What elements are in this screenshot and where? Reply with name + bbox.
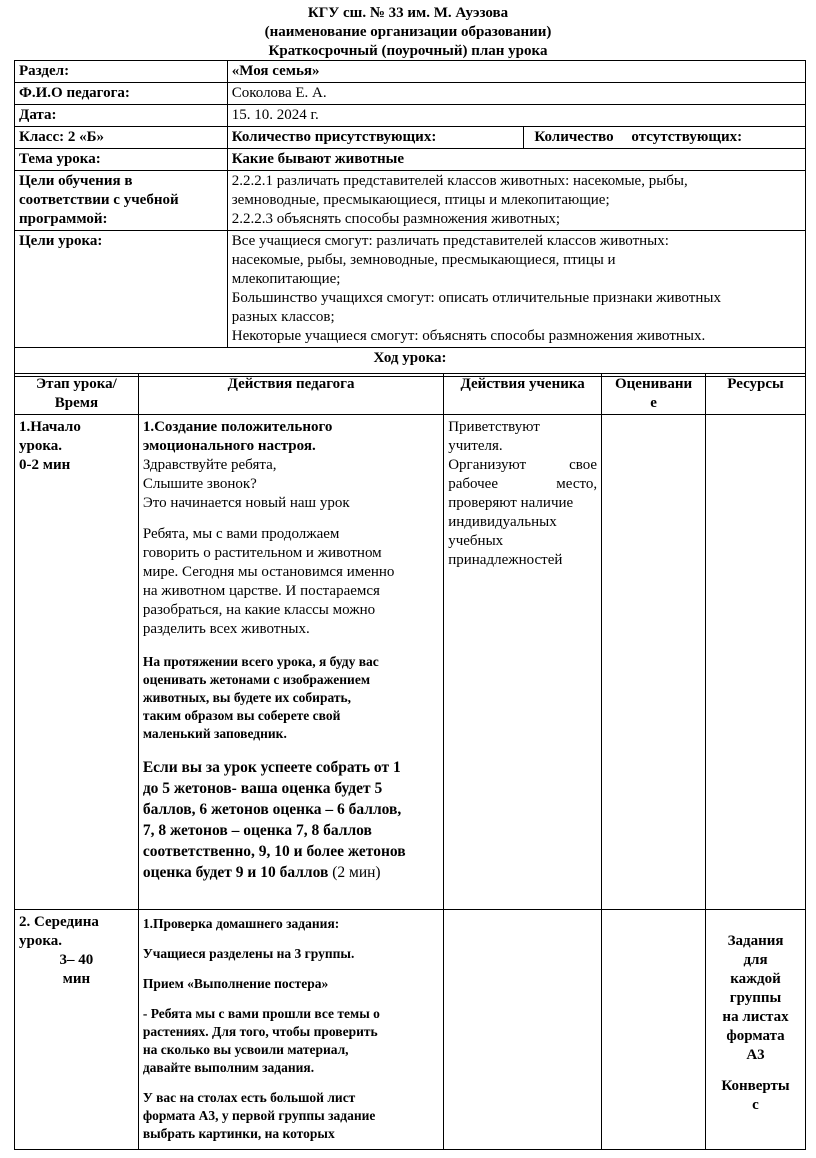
- text-line: выбрать картинки, на которых: [142, 1126, 335, 1141]
- text-line: маленький заповедник.: [142, 726, 287, 741]
- col-assessment-header: [602, 374, 706, 415]
- text-line: Этап урока/: [35, 376, 117, 392]
- text-line: Большинство учащихся смогут: описать отличительные признаки животных: [231, 290, 721, 306]
- text-line: разделить всех животных.: [142, 621, 310, 637]
- text-line: Прием «Выполнение постера»: [142, 976, 329, 991]
- course-title: Ход урока:: [15, 348, 806, 377]
- text-line: насекомые, рыбы, земноводные, пресмыкающиеся, птицы и: [231, 252, 616, 268]
- text-line: Это начинается новый наш урок: [142, 495, 350, 511]
- text-line: Учащиеся разделены на 3 группы.: [142, 946, 355, 961]
- teacher-label: Ф.И.О педагога:: [15, 83, 228, 105]
- text-line: урока.: [19, 933, 63, 949]
- text-line: животных, вы будете их собирать,: [142, 690, 352, 705]
- text-line: формата А3, у первой группы задание: [142, 1108, 376, 1123]
- text-line: Ребята, мы с вами продолжаем: [142, 526, 340, 542]
- teacher-paragraph: [143, 1005, 439, 1077]
- text-line: растениях. Для того, чтобы проверить: [142, 1024, 378, 1039]
- text-line: соответственно, 9, 10 и более жетонов: [142, 843, 406, 860]
- lesson-goals-label: Цели урока:: [15, 231, 228, 348]
- teacher-value: Соколова Е. А.: [227, 83, 805, 105]
- student-actions-middle: [444, 910, 602, 1150]
- text-line: с: [752, 1097, 759, 1113]
- text-line: Приветствуют: [448, 419, 540, 435]
- topic-label: Тема урока:: [15, 149, 228, 171]
- text-line: программой:: [19, 211, 108, 227]
- text-line: мире. Сегодня мы остановимся именно: [142, 564, 395, 580]
- text-line: разных классов;: [231, 309, 335, 325]
- text-line: земноводные, пресмыкающиеся, птицы и млекопитающие;: [231, 192, 610, 208]
- assessment-middle: [602, 910, 706, 1150]
- text-line: 2. Середина: [19, 914, 99, 930]
- text-line: рабочее место,: [448, 476, 598, 492]
- text-line: на животном царстве. И постараемся: [142, 583, 380, 599]
- col-stage-header: [15, 374, 139, 415]
- teacher-actions-middle: [138, 910, 443, 1150]
- text-line: 1.Начало: [19, 419, 81, 435]
- text-line: 2.2.2.1 различать представителей классов животных: насекомые, рыбы,: [231, 173, 688, 189]
- teacher-paragraph: [143, 1089, 439, 1143]
- text-line: мин: [62, 971, 91, 987]
- text-line: Все учащиеся смогут: различать представителей классов животных:: [231, 233, 669, 249]
- section-label: Раздел:: [15, 61, 228, 83]
- text-line: Слышите звонок?: [142, 476, 257, 492]
- org-caption: (наименование организации образовании): [264, 24, 552, 40]
- text-line: давайте выполним задания.: [142, 1060, 315, 1075]
- text-line: для: [743, 952, 768, 968]
- text-line: 7, 8 жетонов – оценка 7, 8 баллов: [142, 822, 372, 839]
- resources-start: [706, 415, 806, 910]
- text-line: 0-2 мин: [19, 457, 71, 473]
- doc-title: Краткосрочный (поурочный) план урока: [268, 43, 548, 59]
- text-line: А3: [746, 1047, 765, 1063]
- topic-value: Какие бывают животные: [227, 149, 805, 171]
- date-value: 15. 10. 2024 г.: [227, 105, 805, 127]
- text-line: Конверты: [721, 1078, 790, 1094]
- grades-paragraph: [143, 757, 439, 883]
- text-line: Организуют свое: [448, 457, 598, 473]
- text-line: Время: [54, 395, 99, 411]
- grade-time: (2 мин): [328, 864, 381, 881]
- assessment-start: [602, 415, 706, 910]
- text-line: принадлежностей: [448, 552, 563, 568]
- resources-middle: [706, 910, 806, 1150]
- class-label: Класс: 2 «Б»: [15, 127, 228, 149]
- text-line: На протяжении всего урока, я буду вас: [142, 654, 379, 669]
- text-line: эмоционального настроя.: [142, 438, 316, 454]
- text-line: урока.: [19, 438, 63, 454]
- text-line: проверяют наличие: [448, 495, 574, 511]
- text-line: У вас на столах есть большой лист: [142, 1090, 356, 1105]
- text-line: таким образом вы соберете свой: [142, 708, 341, 723]
- section-value: «Моя семья»: [227, 61, 805, 83]
- text-line: оценивать жетонами с изображением: [142, 672, 371, 687]
- stage-middle: [15, 910, 139, 1150]
- lesson-goals-value: [227, 231, 805, 348]
- stage-start: [15, 415, 139, 910]
- text-line: Задания: [727, 933, 784, 949]
- col-student-header: Действия ученика: [444, 374, 602, 415]
- tokens-paragraph: [143, 653, 439, 743]
- col-resources-header: Ресурсы: [706, 374, 806, 415]
- text-line: говорить о растительном и животном: [142, 545, 382, 561]
- text-line: 3– 40: [59, 952, 94, 968]
- grade-last-bold: оценка будет 9 и 10 баллов: [142, 864, 329, 881]
- text-line: - Ребята мы с вами прошли все темы о: [142, 1006, 380, 1021]
- text-line: Цели обучения в: [19, 173, 133, 189]
- curriculum-goals-value: [227, 171, 805, 231]
- date-label: Дата:: [15, 105, 228, 127]
- absent-count-label: Количество отсутствующих:: [524, 127, 806, 149]
- col-teacher-header: Действия педагога: [138, 374, 443, 415]
- text-line: разобраться, на какие классы можно: [142, 602, 376, 618]
- text-line: млекопитающие;: [231, 271, 341, 287]
- text-line: учебных: [448, 533, 504, 549]
- student-actions-start: [444, 415, 602, 910]
- text-line: 1.Проверка домашнего задания:: [142, 916, 340, 931]
- text-line: 2.2.2.3 объяснять способы размножения животных;: [231, 211, 561, 227]
- text-line: на сколько вы усвоили материал,: [142, 1042, 349, 1057]
- text-line: учителя.: [448, 438, 503, 454]
- text-line: каждой: [730, 971, 781, 987]
- lesson-info-table: [14, 60, 806, 377]
- text-line: [143, 862, 439, 883]
- text-line: соответствии с учебной: [19, 192, 179, 208]
- text-line: до 5 жетонов- ваша оценка будет 5: [142, 780, 383, 797]
- text-line: Оценивани: [614, 376, 693, 392]
- teacher-actions-start: [138, 415, 443, 910]
- text-line: Некоторые учащиеся смогут: объяснять способы размножения животных.: [231, 328, 706, 344]
- text-line: индивидуальных: [448, 514, 557, 530]
- text-line: Если вы за урок успеете собрать от 1: [142, 759, 401, 776]
- text-line: 1.Создание положительного: [142, 419, 333, 435]
- text-line: формата: [726, 1028, 785, 1044]
- curriculum-goals-label: [15, 171, 228, 231]
- text-line: на листах: [722, 1009, 789, 1025]
- text-line: Здравствуйте ребята,: [142, 457, 277, 473]
- text-line: баллов, 6 жетонов оценка – 6 баллов,: [142, 801, 402, 818]
- text-line: е: [650, 395, 657, 411]
- text-line: группы: [729, 990, 782, 1006]
- lesson-course-table: [14, 373, 806, 1150]
- teacher-paragraph: [143, 525, 439, 639]
- present-count-label: Количество присутствующих:: [227, 127, 524, 149]
- org-name: КГУ сш. № 33 им. М. Ауэзова: [307, 5, 509, 21]
